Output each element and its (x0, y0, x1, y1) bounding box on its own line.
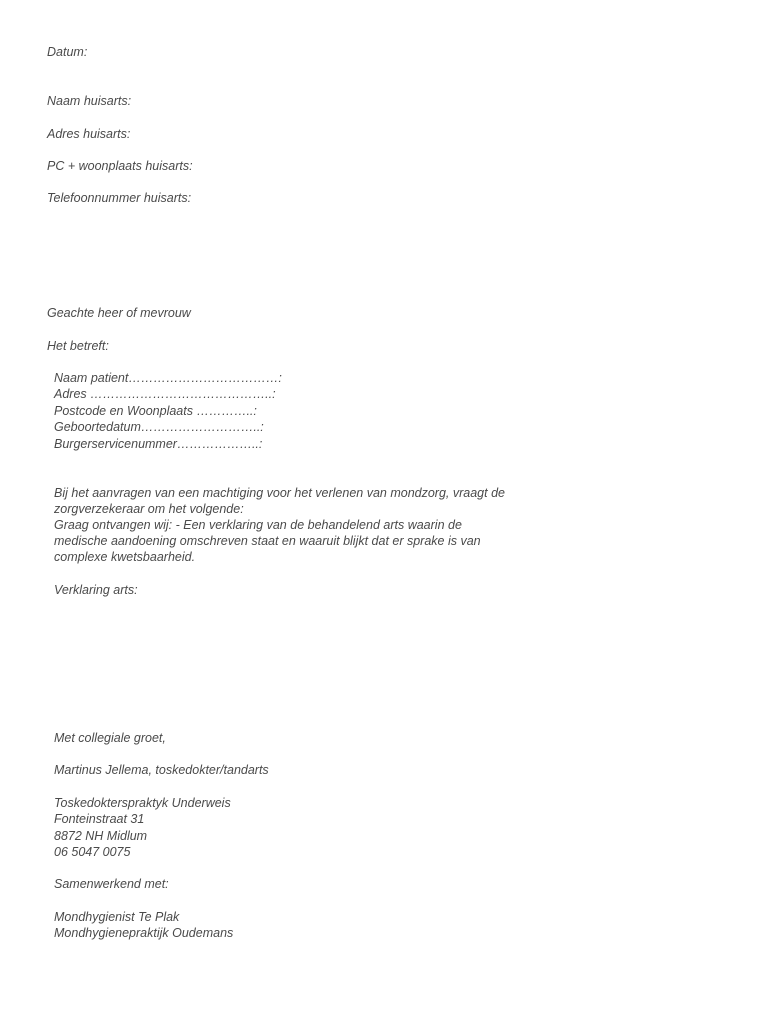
body-line: medische aandoening omschreven staat en waaruit blijkt dat er sprake is van (54, 534, 481, 548)
patient-postcode-city-field: Postcode en Woonplaats …………..: (54, 404, 257, 418)
closing: Met collegiale groet, (54, 731, 166, 745)
collaboration-label: Samenwerkend met: (54, 877, 169, 891)
signature: Martinus Jellema, toskedokter/tandarts (54, 763, 269, 777)
body-line: zorgverzekeraar om het volgende: (54, 502, 244, 516)
practice-name: Toskedokterspraktyk Underweis (54, 796, 231, 810)
partner-item: Mondhygienepraktijk Oudemans (54, 926, 234, 940)
practice-city: 8872 NH Midlum (54, 829, 148, 843)
gp-name-label: Naam huisarts: (47, 94, 132, 108)
salutation: Geachte heer of mevrouw (47, 306, 191, 320)
subject-label: Het betreft: (47, 339, 109, 353)
patient-birthdate-field: Geboortedatum………………………..: (54, 420, 264, 434)
patient-name-field: Naam patient………………………………: (54, 371, 282, 385)
declaration-label: Verklaring arts: (54, 583, 138, 597)
gp-phone-label: Telefoonnummer huisarts: (47, 191, 192, 205)
gp-postcode-city-label: PC + woonplaats huisarts: (47, 159, 193, 173)
body-line: Bij het aanvragen van een machtiging voor het verlenen van mondzorg, vraagt de (54, 486, 505, 500)
partner-item: Mondhygienist Te Plak (54, 910, 180, 924)
body-line: complexe kwetsbaarheid. (54, 550, 196, 564)
date-label: Datum: (47, 45, 88, 59)
practice-street: Fonteinstraat 31 (54, 812, 145, 826)
gp-address-label: Adres huisarts: (47, 127, 131, 141)
practice-phone: 06 5047 0075 (54, 845, 131, 859)
body-line: Graag ontvangen wij: - Een verklaring van de behandelend arts waarin de (54, 518, 462, 532)
patient-address-field: Adres ……………………………………..: (54, 387, 276, 401)
patient-bsn-field: Burgerservicenummer………………..: (54, 437, 263, 451)
